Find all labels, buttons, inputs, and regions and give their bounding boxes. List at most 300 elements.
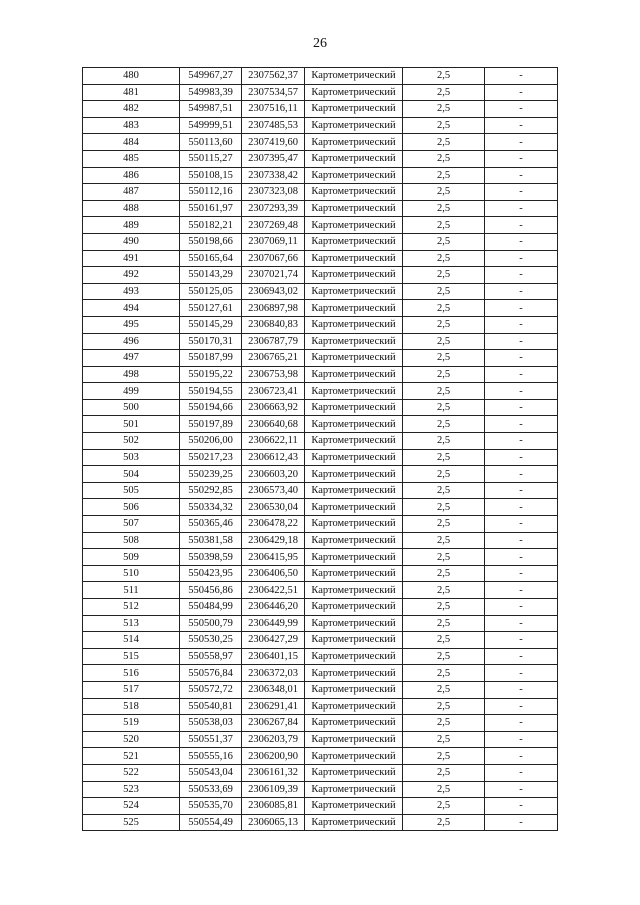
point-number-cell: 484 bbox=[83, 134, 180, 151]
accuracy-cell: 2,5 bbox=[403, 549, 485, 566]
table-row bbox=[83, 516, 558, 533]
x-coordinate-cell: 550576,84 bbox=[180, 665, 242, 682]
x-coordinate-cell: 550484,99 bbox=[180, 599, 242, 616]
x-coordinate-cell: 550540,81 bbox=[180, 698, 242, 715]
x-coordinate-cell: 550533,69 bbox=[180, 781, 242, 798]
method-cell: Картометрический bbox=[305, 167, 403, 184]
x-coordinate-cell: 549999,51 bbox=[180, 117, 242, 134]
accuracy-cell: 2,5 bbox=[403, 267, 485, 284]
table-row bbox=[83, 466, 558, 483]
accuracy-cell: 2,5 bbox=[403, 333, 485, 350]
y-coordinate-cell: 2306109,39 bbox=[242, 781, 305, 798]
x-coordinate-cell: 550500,79 bbox=[180, 615, 242, 632]
x-coordinate-cell: 550292,85 bbox=[180, 482, 242, 499]
table-row bbox=[83, 134, 558, 151]
point-number-cell: 507 bbox=[83, 516, 180, 533]
x-coordinate-cell: 550115,27 bbox=[180, 150, 242, 167]
point-number-cell: 501 bbox=[83, 416, 180, 433]
x-coordinate-cell: 550113,60 bbox=[180, 134, 242, 151]
extra-cell: - bbox=[485, 615, 558, 632]
x-coordinate-cell: 550182,21 bbox=[180, 217, 242, 234]
point-number-cell: 521 bbox=[83, 748, 180, 765]
method-cell: Картометрический bbox=[305, 333, 403, 350]
accuracy-cell: 2,5 bbox=[403, 300, 485, 317]
extra-cell: - bbox=[485, 200, 558, 217]
y-coordinate-cell: 2307516,11 bbox=[242, 101, 305, 118]
y-coordinate-cell: 2306203,79 bbox=[242, 731, 305, 748]
table-row bbox=[83, 350, 558, 367]
y-coordinate-cell: 2306723,41 bbox=[242, 383, 305, 400]
accuracy-cell: 2,5 bbox=[403, 698, 485, 715]
method-cell: Картометрический bbox=[305, 416, 403, 433]
x-coordinate-cell: 550554,49 bbox=[180, 814, 242, 831]
table-row bbox=[83, 599, 558, 616]
point-number-cell: 480 bbox=[83, 68, 180, 85]
y-coordinate-cell: 2307323,08 bbox=[242, 184, 305, 201]
table-row bbox=[83, 184, 558, 201]
y-coordinate-cell: 2306840,83 bbox=[242, 316, 305, 333]
x-coordinate-cell: 550125,05 bbox=[180, 283, 242, 300]
extra-cell: - bbox=[485, 366, 558, 383]
y-coordinate-cell: 2306765,21 bbox=[242, 350, 305, 367]
extra-cell: - bbox=[485, 466, 558, 483]
method-cell: Картометрический bbox=[305, 150, 403, 167]
table-row bbox=[83, 333, 558, 350]
y-coordinate-cell: 2306415,95 bbox=[242, 549, 305, 566]
point-number-cell: 488 bbox=[83, 200, 180, 217]
extra-cell: - bbox=[485, 233, 558, 250]
x-coordinate-cell: 550334,32 bbox=[180, 499, 242, 516]
y-coordinate-cell: 2306429,18 bbox=[242, 532, 305, 549]
extra-cell: - bbox=[485, 731, 558, 748]
table-row bbox=[83, 482, 558, 499]
method-cell: Картометрический bbox=[305, 698, 403, 715]
method-cell: Картометрический bbox=[305, 599, 403, 616]
y-coordinate-cell: 2306753,98 bbox=[242, 366, 305, 383]
point-number-cell: 496 bbox=[83, 333, 180, 350]
y-coordinate-cell: 2307338,42 bbox=[242, 167, 305, 184]
x-coordinate-cell: 549983,39 bbox=[180, 84, 242, 101]
accuracy-cell: 2,5 bbox=[403, 466, 485, 483]
y-coordinate-cell: 2306372,03 bbox=[242, 665, 305, 682]
accuracy-cell: 2,5 bbox=[403, 416, 485, 433]
y-coordinate-cell: 2306640,68 bbox=[242, 416, 305, 433]
table-row bbox=[83, 748, 558, 765]
accuracy-cell: 2,5 bbox=[403, 134, 485, 151]
method-cell: Картометрический bbox=[305, 101, 403, 118]
extra-cell: - bbox=[485, 416, 558, 433]
y-coordinate-cell: 2306622,11 bbox=[242, 433, 305, 450]
accuracy-cell: 2,5 bbox=[403, 665, 485, 682]
point-number-cell: 500 bbox=[83, 399, 180, 416]
point-number-cell: 492 bbox=[83, 267, 180, 284]
y-coordinate-cell: 2307534,57 bbox=[242, 84, 305, 101]
point-number-cell: 487 bbox=[83, 184, 180, 201]
accuracy-cell: 2,5 bbox=[403, 316, 485, 333]
accuracy-cell: 2,5 bbox=[403, 68, 485, 85]
x-coordinate-cell: 550538,03 bbox=[180, 715, 242, 732]
table-row bbox=[83, 101, 558, 118]
point-number-cell: 481 bbox=[83, 84, 180, 101]
table-row bbox=[83, 698, 558, 715]
extra-cell: - bbox=[485, 316, 558, 333]
accuracy-cell: 2,5 bbox=[403, 532, 485, 549]
extra-cell: - bbox=[485, 283, 558, 300]
x-coordinate-cell: 550423,95 bbox=[180, 565, 242, 582]
table-row bbox=[83, 681, 558, 698]
point-number-cell: 499 bbox=[83, 383, 180, 400]
point-number-cell: 489 bbox=[83, 217, 180, 234]
method-cell: Картометрический bbox=[305, 764, 403, 781]
y-coordinate-cell: 2306449,99 bbox=[242, 615, 305, 632]
method-cell: Картометрический bbox=[305, 499, 403, 516]
accuracy-cell: 2,5 bbox=[403, 748, 485, 765]
accuracy-cell: 2,5 bbox=[403, 366, 485, 383]
x-coordinate-cell: 550194,55 bbox=[180, 383, 242, 400]
y-coordinate-cell: 2306478,22 bbox=[242, 516, 305, 533]
extra-cell: - bbox=[485, 798, 558, 815]
table-row bbox=[83, 117, 558, 134]
point-number-cell: 515 bbox=[83, 648, 180, 665]
y-coordinate-cell: 2306401,15 bbox=[242, 648, 305, 665]
point-number-cell: 490 bbox=[83, 233, 180, 250]
table-row bbox=[83, 549, 558, 566]
accuracy-cell: 2,5 bbox=[403, 101, 485, 118]
point-number-cell: 497 bbox=[83, 350, 180, 367]
method-cell: Картометрический bbox=[305, 233, 403, 250]
x-coordinate-cell: 550206,00 bbox=[180, 433, 242, 450]
accuracy-cell: 2,5 bbox=[403, 217, 485, 234]
table-row bbox=[83, 499, 558, 516]
accuracy-cell: 2,5 bbox=[403, 632, 485, 649]
table-row bbox=[83, 233, 558, 250]
table-row bbox=[83, 366, 558, 383]
point-number-cell: 517 bbox=[83, 681, 180, 698]
method-cell: Картометрический bbox=[305, 798, 403, 815]
point-number-cell: 494 bbox=[83, 300, 180, 317]
method-cell: Картометрический bbox=[305, 399, 403, 416]
table-row bbox=[83, 316, 558, 333]
x-coordinate-cell: 550165,64 bbox=[180, 250, 242, 267]
method-cell: Картометрический bbox=[305, 433, 403, 450]
point-number-cell: 525 bbox=[83, 814, 180, 831]
extra-cell: - bbox=[485, 648, 558, 665]
extra-cell: - bbox=[485, 516, 558, 533]
x-coordinate-cell: 550530,25 bbox=[180, 632, 242, 649]
extra-cell: - bbox=[485, 350, 558, 367]
point-number-cell: 485 bbox=[83, 150, 180, 167]
accuracy-cell: 2,5 bbox=[403, 814, 485, 831]
point-number-cell: 514 bbox=[83, 632, 180, 649]
y-coordinate-cell: 2307293,39 bbox=[242, 200, 305, 217]
point-number-cell: 505 bbox=[83, 482, 180, 499]
extra-cell: - bbox=[485, 167, 558, 184]
table-row bbox=[83, 283, 558, 300]
extra-cell: - bbox=[485, 632, 558, 649]
y-coordinate-cell: 2306530,04 bbox=[242, 499, 305, 516]
y-coordinate-cell: 2306612,43 bbox=[242, 449, 305, 466]
point-number-cell: 523 bbox=[83, 781, 180, 798]
x-coordinate-cell: 550217,23 bbox=[180, 449, 242, 466]
page-number: 26 bbox=[313, 36, 327, 51]
y-coordinate-cell: 2307419,60 bbox=[242, 134, 305, 151]
table-row bbox=[83, 648, 558, 665]
accuracy-cell: 2,5 bbox=[403, 615, 485, 632]
x-coordinate-cell: 550197,89 bbox=[180, 416, 242, 433]
method-cell: Картометрический bbox=[305, 781, 403, 798]
y-coordinate-cell: 2306291,41 bbox=[242, 698, 305, 715]
x-coordinate-cell: 550108,15 bbox=[180, 167, 242, 184]
method-cell: Картометрический bbox=[305, 549, 403, 566]
point-number-cell: 495 bbox=[83, 316, 180, 333]
point-number-cell: 504 bbox=[83, 466, 180, 483]
x-coordinate-cell: 550543,04 bbox=[180, 764, 242, 781]
x-coordinate-cell: 550127,61 bbox=[180, 300, 242, 317]
y-coordinate-cell: 2306897,98 bbox=[242, 300, 305, 317]
x-coordinate-cell: 550161,97 bbox=[180, 200, 242, 217]
x-coordinate-cell: 550365,46 bbox=[180, 516, 242, 533]
method-cell: Картометрический bbox=[305, 516, 403, 533]
accuracy-cell: 2,5 bbox=[403, 516, 485, 533]
method-cell: Картометрический bbox=[305, 200, 403, 217]
point-number-cell: 512 bbox=[83, 599, 180, 616]
accuracy-cell: 2,5 bbox=[403, 599, 485, 616]
y-coordinate-cell: 2306085,81 bbox=[242, 798, 305, 815]
method-cell: Картометрический bbox=[305, 366, 403, 383]
method-cell: Картометрический bbox=[305, 466, 403, 483]
extra-cell: - bbox=[485, 715, 558, 732]
table-row bbox=[83, 416, 558, 433]
accuracy-cell: 2,5 bbox=[403, 798, 485, 815]
accuracy-cell: 2,5 bbox=[403, 433, 485, 450]
point-number-cell: 509 bbox=[83, 549, 180, 566]
table-row bbox=[83, 399, 558, 416]
method-cell: Картометрический bbox=[305, 68, 403, 85]
method-cell: Картометрический bbox=[305, 184, 403, 201]
method-cell: Картометрический bbox=[305, 134, 403, 151]
table-row bbox=[83, 565, 558, 582]
x-coordinate-cell: 550456,86 bbox=[180, 582, 242, 599]
y-coordinate-cell: 2307021,74 bbox=[242, 267, 305, 284]
extra-cell: - bbox=[485, 399, 558, 416]
accuracy-cell: 2,5 bbox=[403, 350, 485, 367]
point-number-cell: 516 bbox=[83, 665, 180, 682]
extra-cell: - bbox=[485, 217, 558, 234]
table-row bbox=[83, 383, 558, 400]
coordinates-table bbox=[82, 67, 558, 831]
extra-cell: - bbox=[485, 383, 558, 400]
accuracy-cell: 2,5 bbox=[403, 499, 485, 516]
extra-cell: - bbox=[485, 499, 558, 516]
accuracy-cell: 2,5 bbox=[403, 781, 485, 798]
table-row bbox=[83, 433, 558, 450]
point-number-cell: 491 bbox=[83, 250, 180, 267]
point-number-cell: 493 bbox=[83, 283, 180, 300]
extra-cell: - bbox=[485, 781, 558, 798]
accuracy-cell: 2,5 bbox=[403, 582, 485, 599]
table-row bbox=[83, 665, 558, 682]
method-cell: Картометрический bbox=[305, 532, 403, 549]
y-coordinate-cell: 2306603,20 bbox=[242, 466, 305, 483]
method-cell: Картометрический bbox=[305, 350, 403, 367]
table-row bbox=[83, 731, 558, 748]
x-coordinate-cell: 549987,51 bbox=[180, 101, 242, 118]
method-cell: Картометрический bbox=[305, 648, 403, 665]
table-row bbox=[83, 781, 558, 798]
extra-cell: - bbox=[485, 748, 558, 765]
coordinates-table-body bbox=[83, 68, 558, 831]
method-cell: Картометрический bbox=[305, 300, 403, 317]
table-row bbox=[83, 615, 558, 632]
accuracy-cell: 2,5 bbox=[403, 383, 485, 400]
method-cell: Картометрический bbox=[305, 582, 403, 599]
table-row bbox=[83, 300, 558, 317]
extra-cell: - bbox=[485, 300, 558, 317]
table-row bbox=[83, 167, 558, 184]
accuracy-cell: 2,5 bbox=[403, 184, 485, 201]
x-coordinate-cell: 550381,58 bbox=[180, 532, 242, 549]
accuracy-cell: 2,5 bbox=[403, 167, 485, 184]
extra-cell: - bbox=[485, 665, 558, 682]
point-number-cell: 486 bbox=[83, 167, 180, 184]
extra-cell: - bbox=[485, 681, 558, 698]
table-row bbox=[83, 68, 558, 85]
y-coordinate-cell: 2306573,40 bbox=[242, 482, 305, 499]
extra-cell: - bbox=[485, 764, 558, 781]
extra-cell: - bbox=[485, 814, 558, 831]
accuracy-cell: 2,5 bbox=[403, 482, 485, 499]
point-number-cell: 482 bbox=[83, 101, 180, 118]
y-coordinate-cell: 2306943,02 bbox=[242, 283, 305, 300]
y-coordinate-cell: 2306348,01 bbox=[242, 681, 305, 698]
x-coordinate-cell: 550170,31 bbox=[180, 333, 242, 350]
extra-cell: - bbox=[485, 184, 558, 201]
extra-cell: - bbox=[485, 150, 558, 167]
accuracy-cell: 2,5 bbox=[403, 681, 485, 698]
accuracy-cell: 2,5 bbox=[403, 565, 485, 582]
x-coordinate-cell: 550145,29 bbox=[180, 316, 242, 333]
x-coordinate-cell: 550551,37 bbox=[180, 731, 242, 748]
extra-cell: - bbox=[485, 449, 558, 466]
extra-cell: - bbox=[485, 582, 558, 599]
y-coordinate-cell: 2306161,32 bbox=[242, 764, 305, 781]
method-cell: Картометрический bbox=[305, 250, 403, 267]
accuracy-cell: 2,5 bbox=[403, 233, 485, 250]
accuracy-cell: 2,5 bbox=[403, 764, 485, 781]
y-coordinate-cell: 2306446,20 bbox=[242, 599, 305, 616]
extra-cell: - bbox=[485, 134, 558, 151]
x-coordinate-cell: 550535,70 bbox=[180, 798, 242, 815]
extra-cell: - bbox=[485, 117, 558, 134]
point-number-cell: 506 bbox=[83, 499, 180, 516]
table-row bbox=[83, 798, 558, 815]
table-row bbox=[83, 250, 558, 267]
table-row bbox=[83, 764, 558, 781]
point-number-cell: 503 bbox=[83, 449, 180, 466]
table-row bbox=[83, 814, 558, 831]
accuracy-cell: 2,5 bbox=[403, 150, 485, 167]
accuracy-cell: 2,5 bbox=[403, 731, 485, 748]
y-coordinate-cell: 2307269,48 bbox=[242, 217, 305, 234]
accuracy-cell: 2,5 bbox=[403, 117, 485, 134]
extra-cell: - bbox=[485, 68, 558, 85]
point-number-cell: 519 bbox=[83, 715, 180, 732]
method-cell: Картометрический bbox=[305, 615, 403, 632]
method-cell: Картометрический bbox=[305, 565, 403, 582]
x-coordinate-cell: 550194,66 bbox=[180, 399, 242, 416]
extra-cell: - bbox=[485, 532, 558, 549]
point-number-cell: 520 bbox=[83, 731, 180, 748]
method-cell: Картометрический bbox=[305, 814, 403, 831]
extra-cell: - bbox=[485, 333, 558, 350]
y-coordinate-cell: 2307067,66 bbox=[242, 250, 305, 267]
table-row bbox=[83, 449, 558, 466]
x-coordinate-cell: 550572,72 bbox=[180, 681, 242, 698]
x-coordinate-cell: 550398,59 bbox=[180, 549, 242, 566]
table-row bbox=[83, 715, 558, 732]
extra-cell: - bbox=[485, 433, 558, 450]
method-cell: Картометрический bbox=[305, 748, 403, 765]
x-coordinate-cell: 550555,16 bbox=[180, 748, 242, 765]
extra-cell: - bbox=[485, 482, 558, 499]
y-coordinate-cell: 2306787,79 bbox=[242, 333, 305, 350]
point-number-cell: 483 bbox=[83, 117, 180, 134]
method-cell: Картометрический bbox=[305, 632, 403, 649]
method-cell: Картометрический bbox=[305, 316, 403, 333]
point-number-cell: 522 bbox=[83, 764, 180, 781]
x-coordinate-cell: 549967,27 bbox=[180, 68, 242, 85]
method-cell: Картометрический bbox=[305, 283, 403, 300]
table-row bbox=[83, 632, 558, 649]
y-coordinate-cell: 2306427,29 bbox=[242, 632, 305, 649]
accuracy-cell: 2,5 bbox=[403, 449, 485, 466]
accuracy-cell: 2,5 bbox=[403, 283, 485, 300]
table-row bbox=[83, 200, 558, 217]
x-coordinate-cell: 550558,97 bbox=[180, 648, 242, 665]
x-coordinate-cell: 550195,22 bbox=[180, 366, 242, 383]
point-number-cell: 510 bbox=[83, 565, 180, 582]
method-cell: Картометрический bbox=[305, 84, 403, 101]
x-coordinate-cell: 550112,16 bbox=[180, 184, 242, 201]
method-cell: Картометрический bbox=[305, 482, 403, 499]
point-number-cell: 518 bbox=[83, 698, 180, 715]
extra-cell: - bbox=[485, 565, 558, 582]
accuracy-cell: 2,5 bbox=[403, 250, 485, 267]
extra-cell: - bbox=[485, 599, 558, 616]
method-cell: Картометрический bbox=[305, 681, 403, 698]
y-coordinate-cell: 2306267,84 bbox=[242, 715, 305, 732]
method-cell: Картометрический bbox=[305, 383, 403, 400]
y-coordinate-cell: 2306663,92 bbox=[242, 399, 305, 416]
accuracy-cell: 2,5 bbox=[403, 715, 485, 732]
accuracy-cell: 2,5 bbox=[403, 648, 485, 665]
method-cell: Картометрический bbox=[305, 117, 403, 134]
method-cell: Картометрический bbox=[305, 217, 403, 234]
extra-cell: - bbox=[485, 267, 558, 284]
y-coordinate-cell: 2307069,11 bbox=[242, 233, 305, 250]
accuracy-cell: 2,5 bbox=[403, 200, 485, 217]
point-number-cell: 508 bbox=[83, 532, 180, 549]
table-row bbox=[83, 582, 558, 599]
point-number-cell: 502 bbox=[83, 433, 180, 450]
method-cell: Картометрический bbox=[305, 665, 403, 682]
method-cell: Картометрический bbox=[305, 449, 403, 466]
point-number-cell: 513 bbox=[83, 615, 180, 632]
table-row bbox=[83, 267, 558, 284]
table-row bbox=[83, 532, 558, 549]
y-coordinate-cell: 2307395,47 bbox=[242, 150, 305, 167]
x-coordinate-cell: 550187,99 bbox=[180, 350, 242, 367]
